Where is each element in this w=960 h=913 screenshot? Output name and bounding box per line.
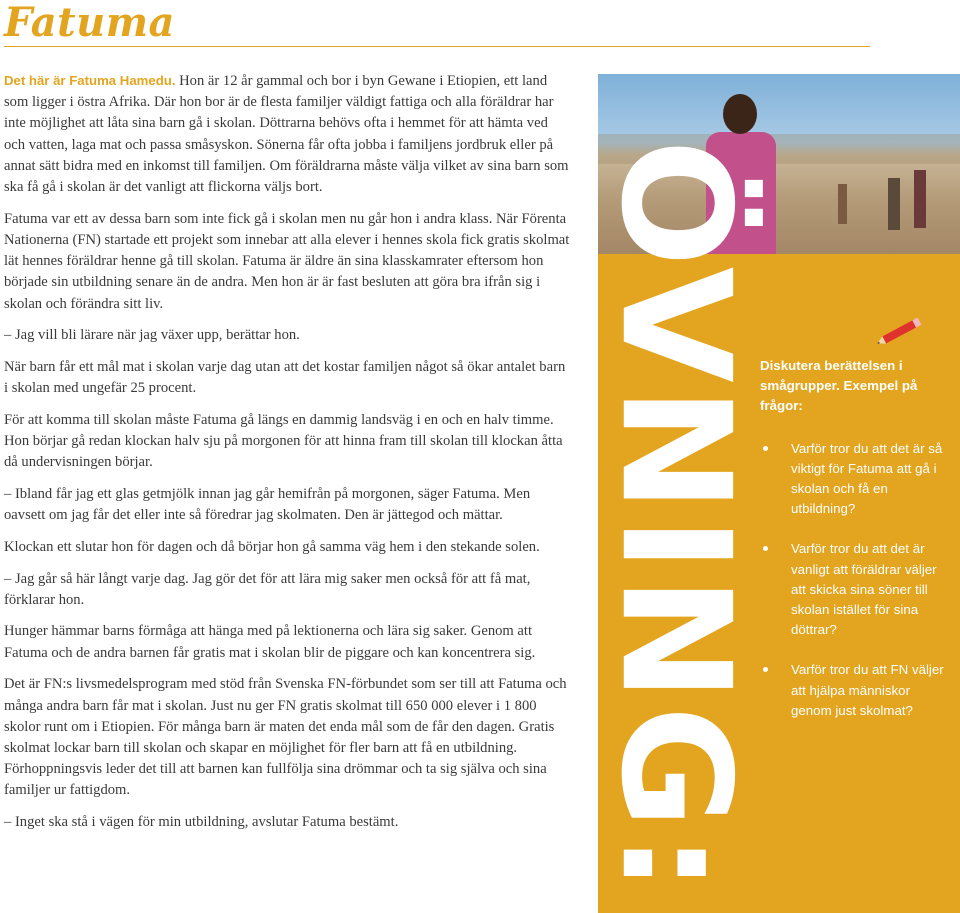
pencil-body [882,320,916,343]
photo-girl-head [723,94,757,134]
paragraph-1: Det här är Fatuma Hamedu. Hon är 12 år gammal och bor i byn Gewane i Etiopien, ett land som ligger i östra Afrika. Där hon bor är de flesta familjer väldigt fattiga och alla föräldrar har inte möjlighet att låta sina barn gå i skolan. Döttrarna behövs ofta i hemmet för att hämta ved och vatten, laga mat och passa småsyskon. Sönerna får ofta jobba i familjens jordbruk eller på annat sätt bidra med en inkomst till familjen. Om föräldrarna måste välja vilket av sina barn som ska få gå i skolan är det vanligt att flickorna väljs bort. [4,73,569,196]
paragraph-3: – Jag vill bli lärare när jag växer upp, berättar hon. [4,327,300,344]
photo-child [914,170,926,228]
photo-child [888,178,900,230]
title-rule [4,46,870,47]
paragraph-8: – Jag går så här långt varje dag. Jag gör det för att lära mig saker men också för att få mat, förklarar hon. [4,570,531,608]
question-list [760,439,950,721]
paragraph-2: Fatuma var ett av dessa barn som inte fick gå i skolan men nu går hon i andra klass. När Förenta Nationerna (FN) startade ett projekt som innebar att alla elever i hennes skola fick gratis skolmat lät hennes föräldrar henne gå till skolan. Fatuma är äldre än sina klasskamrater eftersom hon började sin utbildning senare än de andra. Men hon är är fast besluten att göra bra ifrån sig i skolan och förändra sitt liv. [4,210,570,312]
exercise-heading: Diskutera berättelsen i smågrupper. Exempel på frågor: [760,358,918,414]
paragraph-5: För att komma till skolan måste Fatuma gå längs en dammig landsväg i en och en halv timme. Hon börjar gå redan klockan halv sju på morgonen för att hinna fram till skolan till klockan åtta då undervisningen börjar. [4,411,563,471]
photo-child [838,184,847,224]
lead-label: Det här är Fatuma Hamedu. [4,73,176,88]
paragraph-6: – Ibland får jag ett glas getmjölk innan jag går hemifrån på morgonen, säger Fatuma. Men oavsett om jag får det eller inte så föredrar jag skolmaten. Den är jättegod och mättar. [4,485,531,524]
exercise-label: ÖVNING: [588,139,763,897]
paragraph-9: Hunger hämmar barns förmåga att hänga med på lektionerna och lära sig saker. Genom att Fatuma och de andra barnen får gratis mat i skolan blir de piggare och kan koncentrera sig. [4,623,536,661]
question-item: Varför tror du att det är vanligt att föräldrar väljer att skicka sina söner till skolan istället för sina döttrar? [760,539,950,640]
question-item: Varför tror du att FN väljer att hjälpa människor genom just skolmat? [760,660,950,721]
paragraph-10: Det är FN:s livsmedelsprogram med stöd från Svenska FN-förbundet som ser till att Fatuma och många andra barn får mat i skolan. Just nu ger FN gratis skolmat till 650 000 elever i 1 800 skolor runt om i Etiopien. För många barn är maten det enda mål som de får den dagen. Gratis skolmat lockar barn till skolan och skapar en möjlighet för fler barn att få en utbildning. Förhoppningsvis leder det till att barnen kan fullfölja sina drömmar och ta sig själva och sina familjer ur fattigdom. [4,676,567,799]
pencil-icon [872,318,930,344]
question-item: Varför tror du att det är så viktigt för Fatuma att gå i skolan och få en utbildning? [760,439,950,520]
page-title: Fatuma [4,0,175,46]
paragraph-7: Klockan ett slutar hon för dagen och då börjar hon gå samma väg hem i den stekande solen. [4,538,540,555]
exercise-task [760,356,950,741]
paragraph-11: – Inget ska stå i vägen för min utbildning, avslutar Fatuma bestämt. [4,814,399,831]
article-body [4,70,570,844]
paragraph-4: När barn får ett mål mat i skolan varje dag utan att det kostar familjen något så ökar antalet barn i skolan med ungefär 25 procent. [4,358,566,397]
